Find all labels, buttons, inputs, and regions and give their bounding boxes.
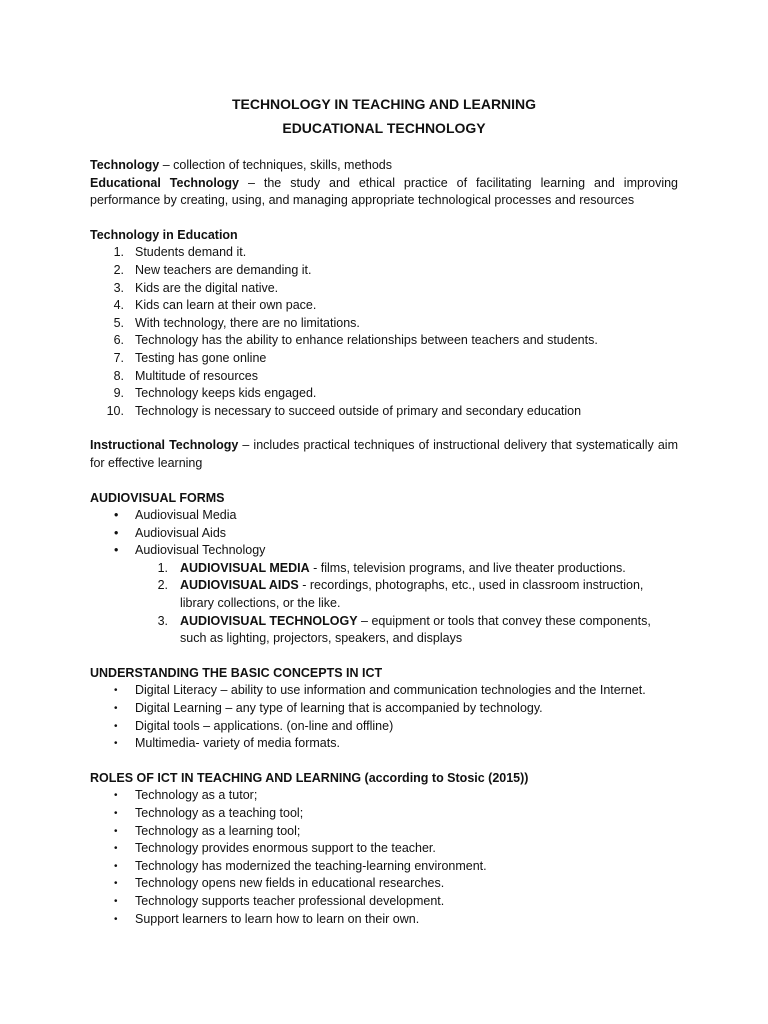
bullet-icon: •: [114, 525, 119, 540]
ict-concepts-heading: UNDERSTANDING THE BASIC CONCEPTS IN ICT: [90, 665, 383, 680]
bullet-icon: •: [114, 703, 118, 715]
bullet-icon: •: [114, 790, 118, 802]
bullet-icon: •: [114, 508, 119, 523]
list-item: 2. New teachers are demanding it.: [113, 262, 312, 277]
list-item: 4. Kids can learn at their own pace.: [113, 298, 317, 313]
list-item: 10. Technology is necessary to succeed outside of primary and secondary education: [106, 403, 582, 418]
instructional-definition: [90, 437, 678, 472]
tech-in-education-heading: Technology in Education: [90, 227, 238, 242]
list-item: 9. Technology keeps kids engaged.: [113, 386, 317, 401]
list-item: • Support learners to learn how to learn on their own.: [90, 911, 678, 929]
ict-concepts-list: [90, 682, 678, 752]
list-item: • Technology supports teacher professional development.: [90, 893, 678, 911]
spacer: [90, 210, 678, 227]
edtech-term: Educational Technology: [90, 175, 240, 190]
list-item: • Audiovisual Media: [90, 507, 678, 525]
list-item: • Technology provides enormous support to the teacher.: [90, 840, 678, 858]
bullet-icon: •: [114, 825, 118, 837]
spacer: [90, 473, 678, 490]
list-item: 5. With technology, there are no limitations.: [113, 315, 360, 330]
list-item: 1. AUDIOVISUAL MEDIA - films, television programs, and live theater productions.: [157, 560, 626, 575]
bullet-icon: •: [114, 843, 118, 855]
document-subtitle: EDUCATIONAL TECHNOLOGY: [282, 120, 486, 136]
instructional-term: Instructional Technology: [90, 438, 239, 453]
list-item: • Technology as a tutor;: [90, 787, 678, 805]
ict-roles-heading: ROLES OF ICT IN TEACHING AND LEARNING (according to Stosic (2015)): [90, 770, 529, 785]
list-item: 8. Multitude of resources: [113, 368, 258, 383]
list-item: • Technology as a teaching tool;: [90, 805, 678, 823]
list-item: 1. Students demand it.: [113, 245, 247, 260]
ict-roles-list: [90, 787, 678, 928]
document-page: [90, 92, 678, 928]
list-item: • Audiovisual Technology: [90, 542, 678, 560]
bullet-icon: •: [114, 878, 118, 890]
list-item: • Technology has modernized the teaching-learning environment.: [90, 858, 678, 876]
bullet-icon: •: [114, 543, 119, 558]
instructional-def: – includes practical techniques of instructional delivery that systematically aim for effective learning: [90, 438, 678, 470]
list-item: • Digital Learning – any type of learning that is accompanied by technology.: [90, 700, 678, 718]
bullet-icon: •: [114, 685, 118, 697]
edtech-def: – the study and ethical practice of facilitating learning and improving performance by creating, using, and managing appropriate technological processes and resources: [90, 175, 678, 208]
bullet-icon: •: [114, 895, 118, 907]
technology-def: – collection of techniques, skills, methods: [159, 158, 392, 172]
list-item: 7. Testing has gone online: [113, 350, 267, 365]
technology-term: Technology: [90, 158, 160, 172]
list-item: • Digital tools – applications. (on-line and offline): [90, 718, 678, 736]
bullet-icon: •: [114, 860, 118, 872]
bullet-icon: •: [114, 738, 118, 750]
list-item: • Technology opens new fields in educational researches.: [90, 875, 678, 893]
bullet-icon: •: [114, 913, 118, 925]
audiovisual-bullets: [90, 507, 678, 560]
list-item: 3. AUDIOVISUAL TECHNOLOGY – equipment or tools that convey these components, such as lighting, projectors, speakers, and displays: [157, 613, 651, 646]
spacer: [90, 648, 678, 665]
list-item: 6. Technology has the ability to enhance relationships between teachers and students.: [113, 333, 598, 348]
spacer: [90, 753, 678, 770]
spacer: [90, 420, 678, 437]
list-item: • Technology as a learning tool;: [90, 823, 678, 841]
spacer: [90, 140, 678, 157]
bullet-icon: •: [114, 720, 118, 732]
edtech-definition: [90, 175, 678, 210]
list-item: 3. Kids are the digital native.: [113, 280, 279, 295]
audiovisual-sublist: [90, 560, 678, 648]
list-item: • Multimedia- variety of media formats.: [90, 735, 678, 753]
technology-definition: [90, 157, 678, 175]
tech-in-education-list: [90, 244, 678, 420]
document-title: TECHNOLOGY IN TEACHING AND LEARNING: [231, 96, 537, 112]
audiovisual-heading: AUDIOVISUAL FORMS: [90, 490, 225, 505]
list-item: • Audiovisual Aids: [90, 525, 678, 543]
bullet-icon: •: [114, 808, 118, 819]
list-item: 2. AUDIOVISUAL AIDS - recordings, photographs, etc., used in classroom instruction, library collections, or the like.: [157, 578, 644, 611]
list-item: • Digital Literacy – ability to use information and communication technologies and the Internet.: [90, 682, 678, 700]
